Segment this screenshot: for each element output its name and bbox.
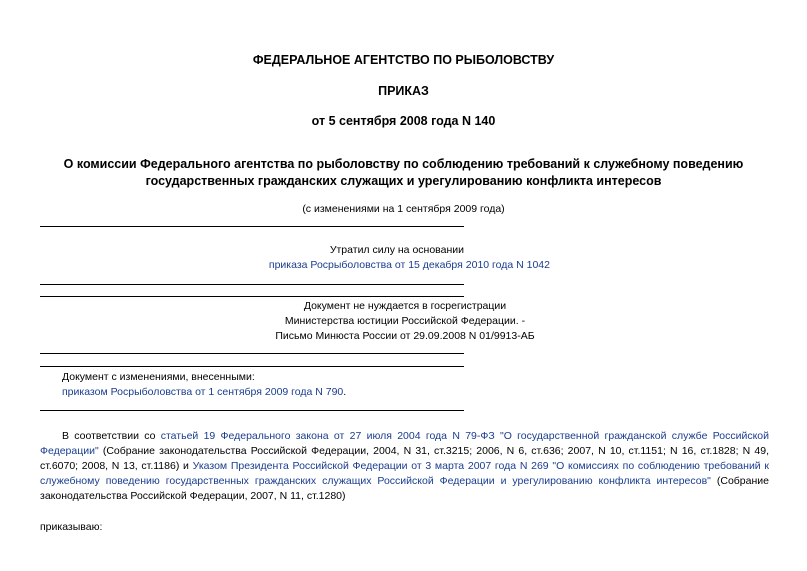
changes-link[interactable]: приказом Росрыболовства от 1 сентября 2009 года N 790 — [62, 386, 344, 398]
divider — [40, 410, 464, 411]
preamble-text-3: (Собрание законодательства Российской Федерации, 2007, N 11, ст.1280) — [40, 475, 769, 502]
registration-line-3: Письмо Минюста России от 29.09.2008 N 01/9913-АБ — [275, 330, 535, 342]
order-word: приказываю: — [40, 521, 103, 533]
divider — [40, 226, 464, 227]
doc-type-heading: ПРИКАЗ — [378, 84, 429, 98]
presidential-decree-link[interactable]: Указом Президента Российской Федерации от 3 марта 2007 года N 269 "О комиссиях по соблюдению требований к служебному поведению государственных гражданских служащих Российской Федерации и урегулированию конфликта интересов" — [40, 460, 769, 487]
changes-text: Документ с изменениями, внесенными: — [62, 371, 255, 383]
registration-line-1: Документ не нуждается в госрегистрации — [303, 300, 507, 312]
changes-notice — [62, 370, 482, 400]
divider — [40, 296, 464, 297]
revoked-text: Утратил силу на основании — [329, 244, 464, 256]
doc-date-heading: от 5 сентября 2008 года N 140 — [311, 114, 496, 128]
preamble-paragraph — [40, 429, 769, 504]
divider — [40, 353, 464, 354]
changes-suffix: . — [343, 386, 347, 398]
preamble-text-2: (Собрание законодательства Российской Федерации, 2004, N 31, ст.3215; 2006, N 6, ст.636; 2007, N 10, ст.1151; N 16, ст.1828; N 49, ст.6070; 2008, N 13, ст.1186) и — [40, 445, 769, 472]
document-title: О комиссии Федерального агентства по рыболовству по соблюдению требований к служебному поведению государственных гражданских служащих и урегулированию конфликта интересов — [63, 157, 744, 188]
revoked-notice — [40, 243, 550, 273]
revoked-link[interactable]: приказа Росрыболовства от 15 декабря 2010 года N 1042 — [268, 259, 550, 271]
agency-heading: ФЕДЕРАЛЬНОЕ АГЕНТСТВО ПО РЫБОЛОВСТВУ — [252, 53, 555, 67]
divider — [40, 366, 464, 367]
registration-line-2: Министерства юстиции Российской Федерации. - — [284, 315, 526, 327]
preamble-text-1: В соответствии со — [62, 430, 161, 442]
registration-notice — [205, 299, 605, 344]
amendments-note: (с изменениями на 1 сентября 2009 года) — [302, 203, 505, 215]
divider — [40, 284, 464, 285]
law-article-link[interactable]: статьей 19 Федерального закона от 27 июля 2004 года N 79-ФЗ "О государственной гражданской службе Российской Федерации" — [40, 430, 769, 457]
changes-link-line — [62, 385, 482, 400]
